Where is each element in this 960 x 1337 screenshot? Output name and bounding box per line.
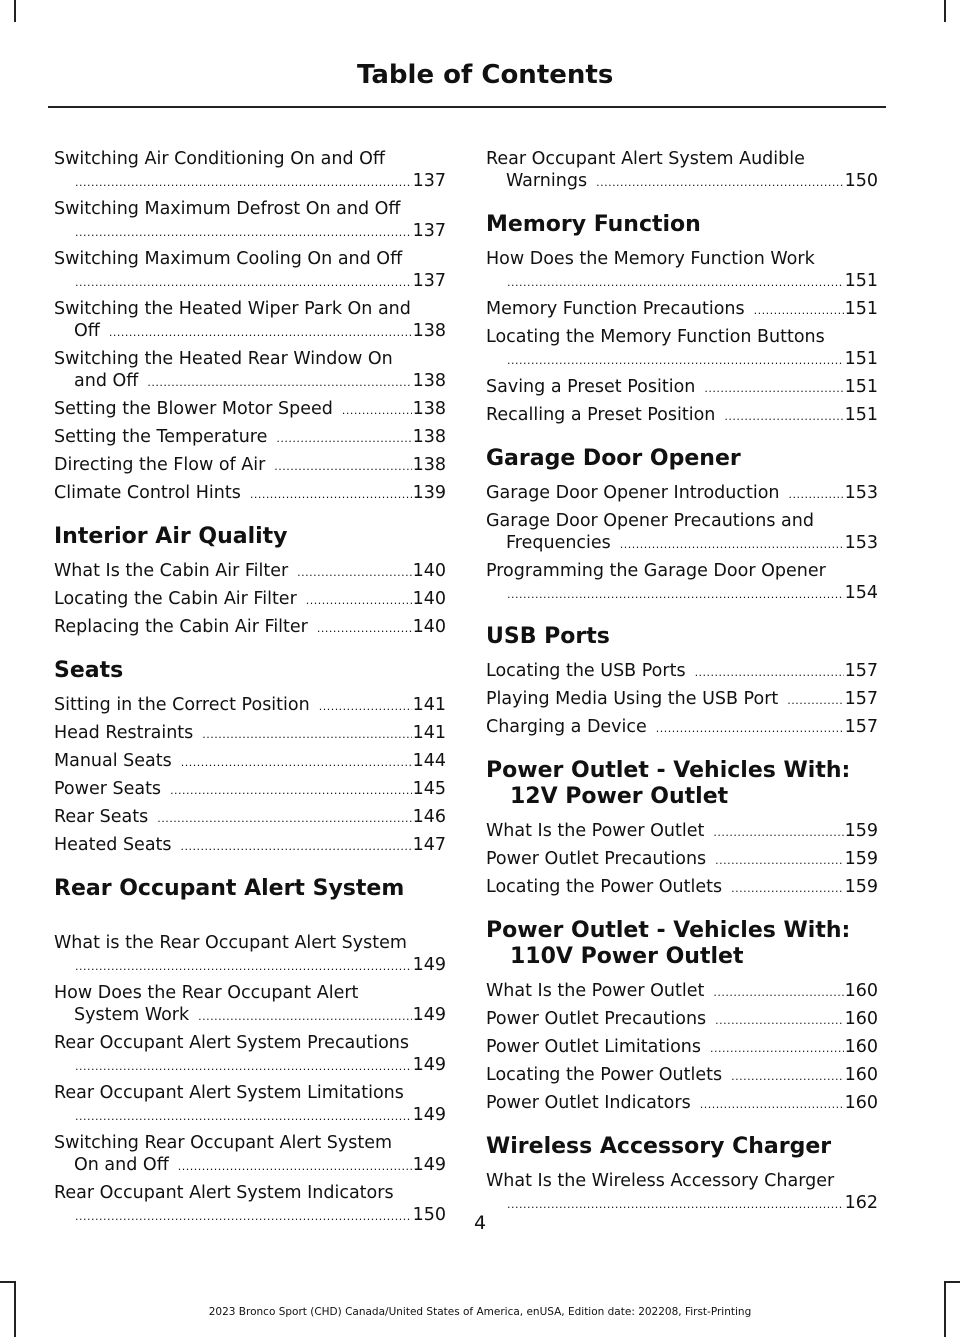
toc-entry[interactable]	[54, 982, 446, 1028]
section-heading	[486, 918, 878, 970]
dot-leader	[731, 876, 844, 900]
toc-entry[interactable]	[486, 848, 878, 872]
toc-entry-title: Climate Control Hints	[54, 483, 241, 503]
toc-entry[interactable]	[486, 298, 878, 322]
section-heading	[486, 212, 878, 238]
toc-entry[interactable]	[486, 716, 878, 740]
section-heading-text: Power Outlet - Vehicles With:	[486, 758, 851, 783]
toc-entry-page: 159	[844, 821, 878, 841]
toc-entry-title: Manual Seats	[54, 751, 172, 771]
toc-entry-title-line2: Frequencies	[506, 533, 611, 553]
toc-entry-title: Rear Occupant Alert System Precautions	[54, 1033, 410, 1053]
toc-entry-title: Garage Door Opener Introduction	[486, 483, 780, 503]
dot-leader	[181, 834, 412, 858]
toc-entry-title: Power Outlet Precautions	[486, 1009, 707, 1029]
dot-leader	[731, 1064, 844, 1088]
page-number: 4	[473, 1212, 487, 1234]
toc-entry-title: Heated Seats	[54, 835, 172, 855]
toc-entry[interactable]	[54, 616, 446, 640]
toc-entry[interactable]	[486, 660, 878, 684]
dot-leader	[202, 722, 411, 746]
toc-entry[interactable]	[486, 326, 878, 372]
section-heading	[486, 1134, 878, 1160]
toc-entry-title: How Does the Memory Function Work	[486, 249, 815, 269]
toc-entry-title: Power Outlet Indicators	[486, 1093, 691, 1113]
dot-leader	[507, 270, 844, 294]
toc-entry[interactable]	[486, 688, 878, 712]
toc-entry-page: 149	[412, 955, 446, 975]
toc-entry-page: 160	[844, 1037, 878, 1057]
toc-entry[interactable]	[486, 1036, 878, 1060]
dot-leader	[75, 1054, 412, 1078]
toc-left-column	[54, 148, 446, 1232]
dot-leader	[75, 220, 412, 244]
toc-entry[interactable]	[54, 426, 446, 450]
toc-entry-page: 149	[412, 1005, 446, 1025]
dot-leader	[724, 404, 843, 428]
crop-mark-top-left	[14, 0, 16, 22]
toc-entry[interactable]	[54, 834, 446, 858]
toc-entry-title: Locating the Power Outlets	[486, 1065, 723, 1085]
section-heading	[54, 876, 446, 902]
toc-entry-page: 146	[412, 807, 446, 827]
toc-entry-title: Switching Maximum Defrost On and Off	[54, 199, 401, 219]
dot-leader	[787, 688, 843, 712]
toc-entry-page: 140	[412, 561, 446, 581]
toc-entry-page: 157	[844, 717, 878, 737]
toc-entry-title-line2: On and Off	[74, 1155, 169, 1175]
toc-entry-page: 140	[412, 589, 446, 609]
toc-entry-title: Switching Maximum Cooling On and Off	[54, 249, 403, 269]
toc-entry-title: Power Outlet Precautions	[486, 849, 707, 869]
toc-entry-title: Memory Function Precautions	[486, 299, 745, 319]
toc-entry-title: Switching Air Conditioning On and Off	[54, 149, 385, 169]
toc-entry-title: Switching Rear Occupant Alert System	[54, 1133, 393, 1153]
toc-entry[interactable]	[54, 1032, 446, 1078]
toc-entry[interactable]	[54, 348, 446, 394]
toc-entry-title: Rear Seats	[54, 807, 149, 827]
toc-entry[interactable]	[54, 1082, 446, 1128]
toc-entry-page: 160	[844, 1093, 878, 1113]
toc-entry-title: Locating the Memory Function Buttons	[486, 327, 825, 347]
crop-mark-bottom-right-h	[944, 1281, 960, 1283]
dot-leader	[713, 820, 843, 844]
dot-leader	[297, 560, 411, 584]
dot-leader	[596, 170, 844, 194]
dot-leader	[710, 1036, 844, 1060]
toc-entry-page: 162	[844, 1193, 878, 1213]
toc-entry[interactable]	[486, 148, 878, 194]
toc-entry-title: Sitting in the Correct Position	[54, 695, 310, 715]
dot-leader	[319, 694, 412, 718]
toc-entry-title: Power Seats	[54, 779, 162, 799]
dot-leader	[789, 482, 844, 506]
toc-entry-title: Switching the Heated Wiper Park On and	[54, 299, 411, 319]
toc-entry[interactable]	[486, 482, 878, 506]
dot-leader	[306, 588, 412, 612]
dot-leader	[507, 582, 844, 606]
section-heading-text: Interior Air Quality	[54, 524, 288, 549]
crop-mark-top-right	[944, 0, 946, 22]
toc-entry-page: 138	[412, 427, 446, 447]
toc-entry[interactable]	[54, 588, 446, 612]
dot-leader	[178, 1154, 412, 1178]
toc-entry-page: 160	[844, 1009, 878, 1029]
toc-entry[interactable]	[54, 722, 446, 746]
toc-entry-title: Locating the Cabin Air Filter	[54, 589, 297, 609]
dot-leader	[75, 270, 412, 294]
dot-leader	[620, 532, 844, 556]
toc-entry-page: 147	[412, 835, 446, 855]
toc-entry-page: 151	[844, 299, 878, 319]
toc-entry[interactable]	[54, 778, 446, 802]
toc-entry-title: Power Outlet Limitations	[486, 1037, 701, 1057]
header-rule	[48, 106, 886, 108]
page-title: Table of Contents	[357, 60, 614, 90]
toc-entry-title: Playing Media Using the USB Port	[486, 689, 779, 709]
toc-entry-page: 153	[844, 533, 878, 553]
toc-entry-title: Saving a Preset Position	[486, 377, 696, 397]
toc-entry-page: 154	[844, 583, 878, 603]
section-heading	[486, 446, 878, 472]
toc-entry[interactable]	[54, 398, 446, 422]
toc-entry-page: 137	[412, 221, 446, 241]
toc-entry-title-line2: Warnings	[506, 171, 588, 191]
toc-entry-page: 137	[412, 271, 446, 291]
toc-entry-page: 141	[412, 723, 446, 743]
toc-entry-title: Rear Occupant Alert System Indicators	[54, 1183, 394, 1203]
section-heading-text: Rear Occupant Alert System	[54, 876, 405, 901]
toc-entry-page: 138	[412, 321, 446, 341]
toc-entry-page: 149	[412, 1155, 446, 1175]
section-heading	[54, 524, 446, 550]
toc-entry[interactable]	[54, 248, 446, 294]
toc-entry-page: 159	[844, 877, 878, 897]
dot-leader	[317, 616, 412, 640]
toc-entry[interactable]	[486, 1170, 878, 1216]
toc-entry-page: 159	[844, 849, 878, 869]
dot-leader	[656, 716, 844, 740]
section-heading-text-line2: 110V Power Outlet	[510, 944, 744, 969]
toc-entry[interactable]	[54, 148, 446, 194]
toc-entry-title-line2: Off	[74, 321, 100, 341]
toc-entry-page: 157	[844, 689, 878, 709]
dot-leader	[181, 750, 412, 774]
dot-leader	[715, 1008, 843, 1032]
toc-entry[interactable]	[54, 198, 446, 244]
crop-mark-bottom-left-h	[0, 1281, 14, 1283]
toc-entry-title: Directing the Flow of Air	[54, 455, 266, 475]
toc-entry-title: What Is the Power Outlet	[486, 981, 705, 1001]
toc-entry-title: What is the Rear Occupant Alert System	[54, 933, 407, 953]
toc-entry-page: 151	[844, 405, 878, 425]
toc-entry-title: Garage Door Opener Precautions and	[486, 511, 814, 531]
dot-leader	[147, 370, 411, 394]
dot-leader	[170, 778, 412, 802]
toc-entry-title: Replacing the Cabin Air Filter	[54, 617, 308, 637]
dot-leader	[754, 298, 844, 322]
toc-entry[interactable]	[486, 510, 878, 556]
toc-entry-title: Locating the USB Ports	[486, 661, 686, 681]
dot-leader	[695, 660, 844, 684]
dot-leader	[507, 348, 844, 372]
dot-leader	[700, 1092, 844, 1116]
toc-entry[interactable]	[54, 454, 446, 478]
dot-leader	[157, 806, 411, 830]
toc-entry-title: Head Restraints	[54, 723, 194, 743]
toc-entry[interactable]	[486, 376, 878, 400]
dot-leader	[713, 980, 843, 1004]
dot-leader	[198, 1004, 411, 1028]
toc-entry-page: 151	[844, 377, 878, 397]
toc-entry-title-line2: and Off	[74, 371, 139, 391]
section-heading-text: Wireless Accessory Charger	[486, 1134, 832, 1159]
toc-entry-page: 140	[412, 617, 446, 637]
toc-entry-title: Programming the Garage Door Opener	[486, 561, 826, 581]
dot-leader	[274, 454, 411, 478]
toc-entry[interactable]	[486, 560, 878, 606]
toc-entry-title: What Is the Power Outlet	[486, 821, 705, 841]
toc-entry-page: 141	[412, 695, 446, 715]
toc-entry-page: 138	[412, 455, 446, 475]
toc-entry-title: Rear Occupant Alert System Limitations	[54, 1083, 404, 1103]
toc-entry-page: 149	[412, 1105, 446, 1125]
dot-leader	[75, 170, 412, 194]
section-heading	[486, 758, 878, 810]
toc-entry-page: 151	[844, 349, 878, 369]
toc-entry-title: Setting the Temperature	[54, 427, 268, 447]
dot-leader	[342, 398, 412, 422]
section-heading-text: Garage Door Opener	[486, 446, 741, 471]
toc-entry-page: 149	[412, 1055, 446, 1075]
toc-entry-page: 137	[412, 171, 446, 191]
toc-entry[interactable]	[486, 248, 878, 294]
section-heading-text: Seats	[54, 658, 124, 683]
section-heading	[54, 658, 446, 684]
toc-entry[interactable]	[486, 1092, 878, 1116]
toc-entry[interactable]	[54, 298, 446, 344]
toc-entry-page: 138	[412, 399, 446, 419]
toc-entry-title: Locating the Power Outlets	[486, 877, 723, 897]
toc-entry[interactable]	[54, 694, 446, 718]
toc-entry-title: What Is the Wireless Accessory Charger	[486, 1171, 835, 1191]
toc-entry-page: 139	[412, 483, 446, 503]
section-heading	[486, 624, 878, 650]
toc-entry[interactable]	[486, 820, 878, 844]
toc-entry-title: Switching the Heated Rear Window On	[54, 349, 393, 369]
toc-entry-page: 153	[844, 483, 878, 503]
toc-entry-page: 150	[844, 171, 878, 191]
toc-entry-page: 150	[412, 1205, 446, 1225]
toc-right-column	[486, 148, 878, 1220]
toc-entry-title: What Is the Cabin Air Filter	[54, 561, 289, 581]
toc-entry[interactable]	[54, 932, 446, 978]
dot-leader	[109, 320, 412, 344]
toc-entry[interactable]	[486, 404, 878, 428]
toc-entry[interactable]	[486, 1008, 878, 1032]
toc-entry-page: 157	[844, 661, 878, 681]
dot-leader	[276, 426, 411, 450]
toc-entry-title: Rear Occupant Alert System Audible	[486, 149, 805, 169]
dot-leader	[75, 1104, 412, 1128]
section-heading-text-line2: 12V Power Outlet	[510, 784, 729, 809]
toc-entry-title: Charging a Device	[486, 717, 647, 737]
toc-entry-title-line2: System Work	[74, 1005, 190, 1025]
section-heading-text: Memory Function	[486, 212, 701, 237]
toc-entry[interactable]	[54, 560, 446, 584]
section-heading-text: Power Outlet - Vehicles With:	[486, 918, 851, 943]
toc-entry-page: 151	[844, 271, 878, 291]
dot-leader	[715, 848, 843, 872]
toc-entry-page: 160	[844, 981, 878, 1001]
dot-leader	[250, 482, 412, 506]
section-heading-text: USB Ports	[486, 624, 610, 649]
dot-leader	[75, 954, 412, 978]
toc-entry[interactable]	[54, 1132, 446, 1178]
toc-entry-title: Recalling a Preset Position	[486, 405, 716, 425]
dot-leader	[704, 376, 843, 400]
toc-entry[interactable]	[486, 1064, 878, 1088]
toc-entry-page: 145	[412, 779, 446, 799]
toc-entry-page: 138	[412, 371, 446, 391]
toc-entry-page: 144	[412, 751, 446, 771]
toc-entry[interactable]	[486, 980, 878, 1004]
toc-entry[interactable]	[486, 876, 878, 900]
toc-entry-page: 160	[844, 1065, 878, 1085]
toc-entry[interactable]	[54, 482, 446, 506]
toc-entry-title: How Does the Rear Occupant Alert	[54, 983, 359, 1003]
toc-entry[interactable]	[54, 750, 446, 774]
toc-entry-title: Setting the Blower Motor Speed	[54, 399, 333, 419]
toc-entry[interactable]	[54, 806, 446, 830]
footer-edition-info: 2023 Bronco Sport (CHD) Canada/United States of America, enUSA, Edition date: 202208, First-Printing	[208, 1306, 752, 1318]
